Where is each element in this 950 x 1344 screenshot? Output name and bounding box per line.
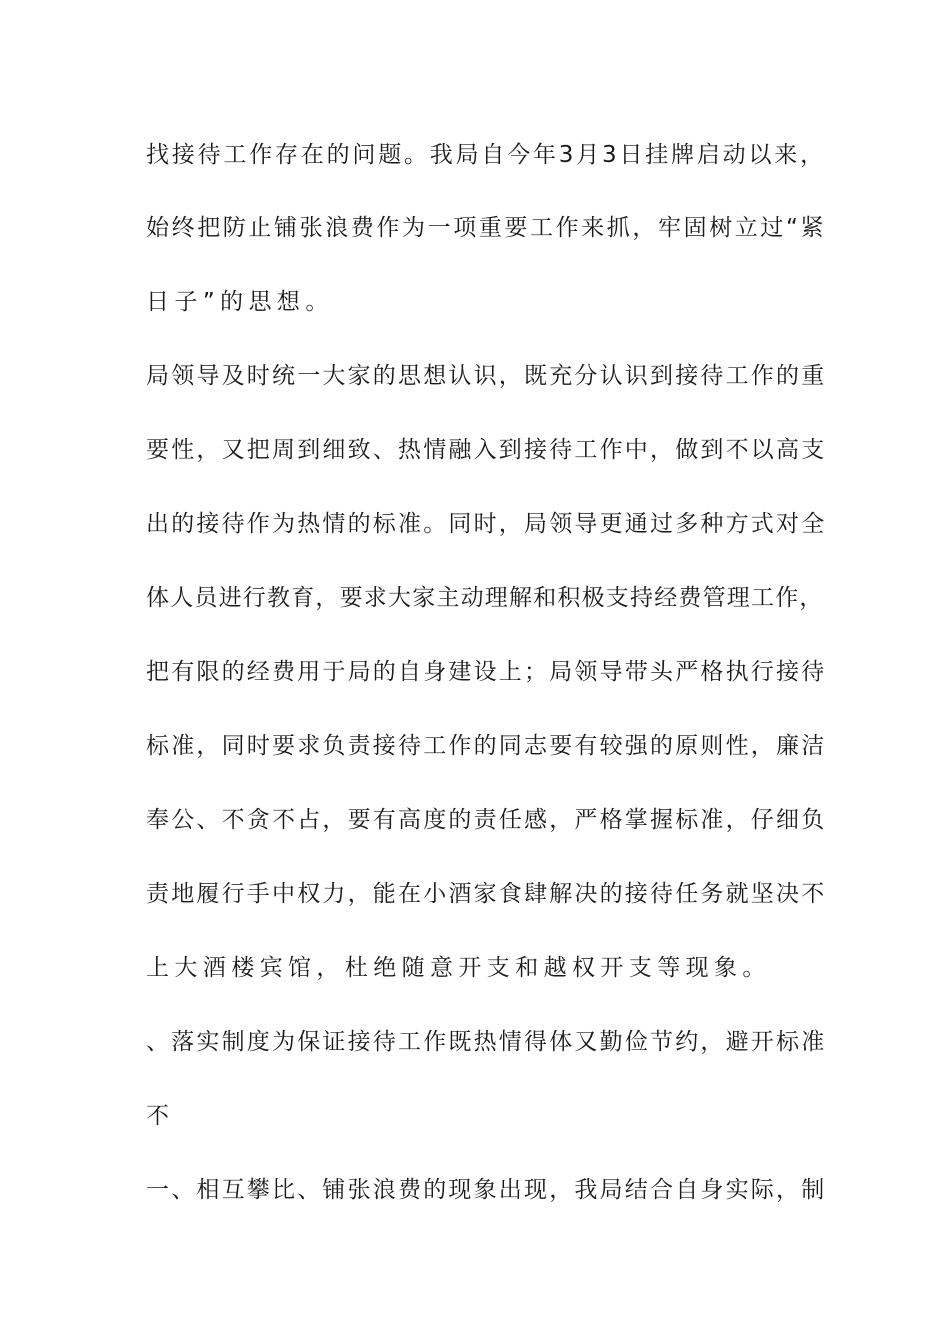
text-line-12: 上大酒楼宾馆，杜绝随意开支和越权开支等现象。 (146, 955, 771, 981)
text-line-11: 责地履行手中权力，能在小酒家食肆解决的接待任务就坚决不 (146, 881, 827, 907)
text-line-8: 把有限的经费用于局的自身建设上；局领导带头严格执行接待 (146, 659, 827, 685)
text-line-9: 标准，同时要求负责接待工作的同志要有较强的原则性，廉洁 (146, 733, 827, 759)
text-line-4: 局领导及时统一大家的思想认识，既充分认识到接待工作的重 (146, 363, 827, 389)
text-line-1: 找接待工作存在的问题。我局自今年3月3日挂牌启动以来， (146, 142, 826, 168)
text-line-14: 不 (146, 1103, 175, 1129)
text-line-5: 要性，又把周到细致、热情融入到接待工作中，做到不以高支 (146, 437, 827, 463)
text-line-13: 、落实制度为保证接待工作既热情得体又勤俭节约，避开标准 (146, 1029, 827, 1055)
text-line-3: 日子”的思想。 (146, 289, 334, 315)
text-line-7: 体人员进行教育，要求大家主动理解和积极支持经费管理工作， (146, 585, 824, 611)
text-line-6: 出的接待作为热情的标准。同时，局领导更通过多种方式对全 (146, 511, 827, 537)
text-line-2: 始终把防止铺张浪费作为一项重要工作来抓，牢固树立过“紧 (146, 215, 827, 241)
text-line-10: 奉公、不贪不占，要有高度的责任感，严格掌握标准，仔细负 (146, 807, 827, 833)
text-line-15: 一、相互攀比、铺张浪费的现象出现，我局结合自身实际，制 (146, 1177, 827, 1203)
